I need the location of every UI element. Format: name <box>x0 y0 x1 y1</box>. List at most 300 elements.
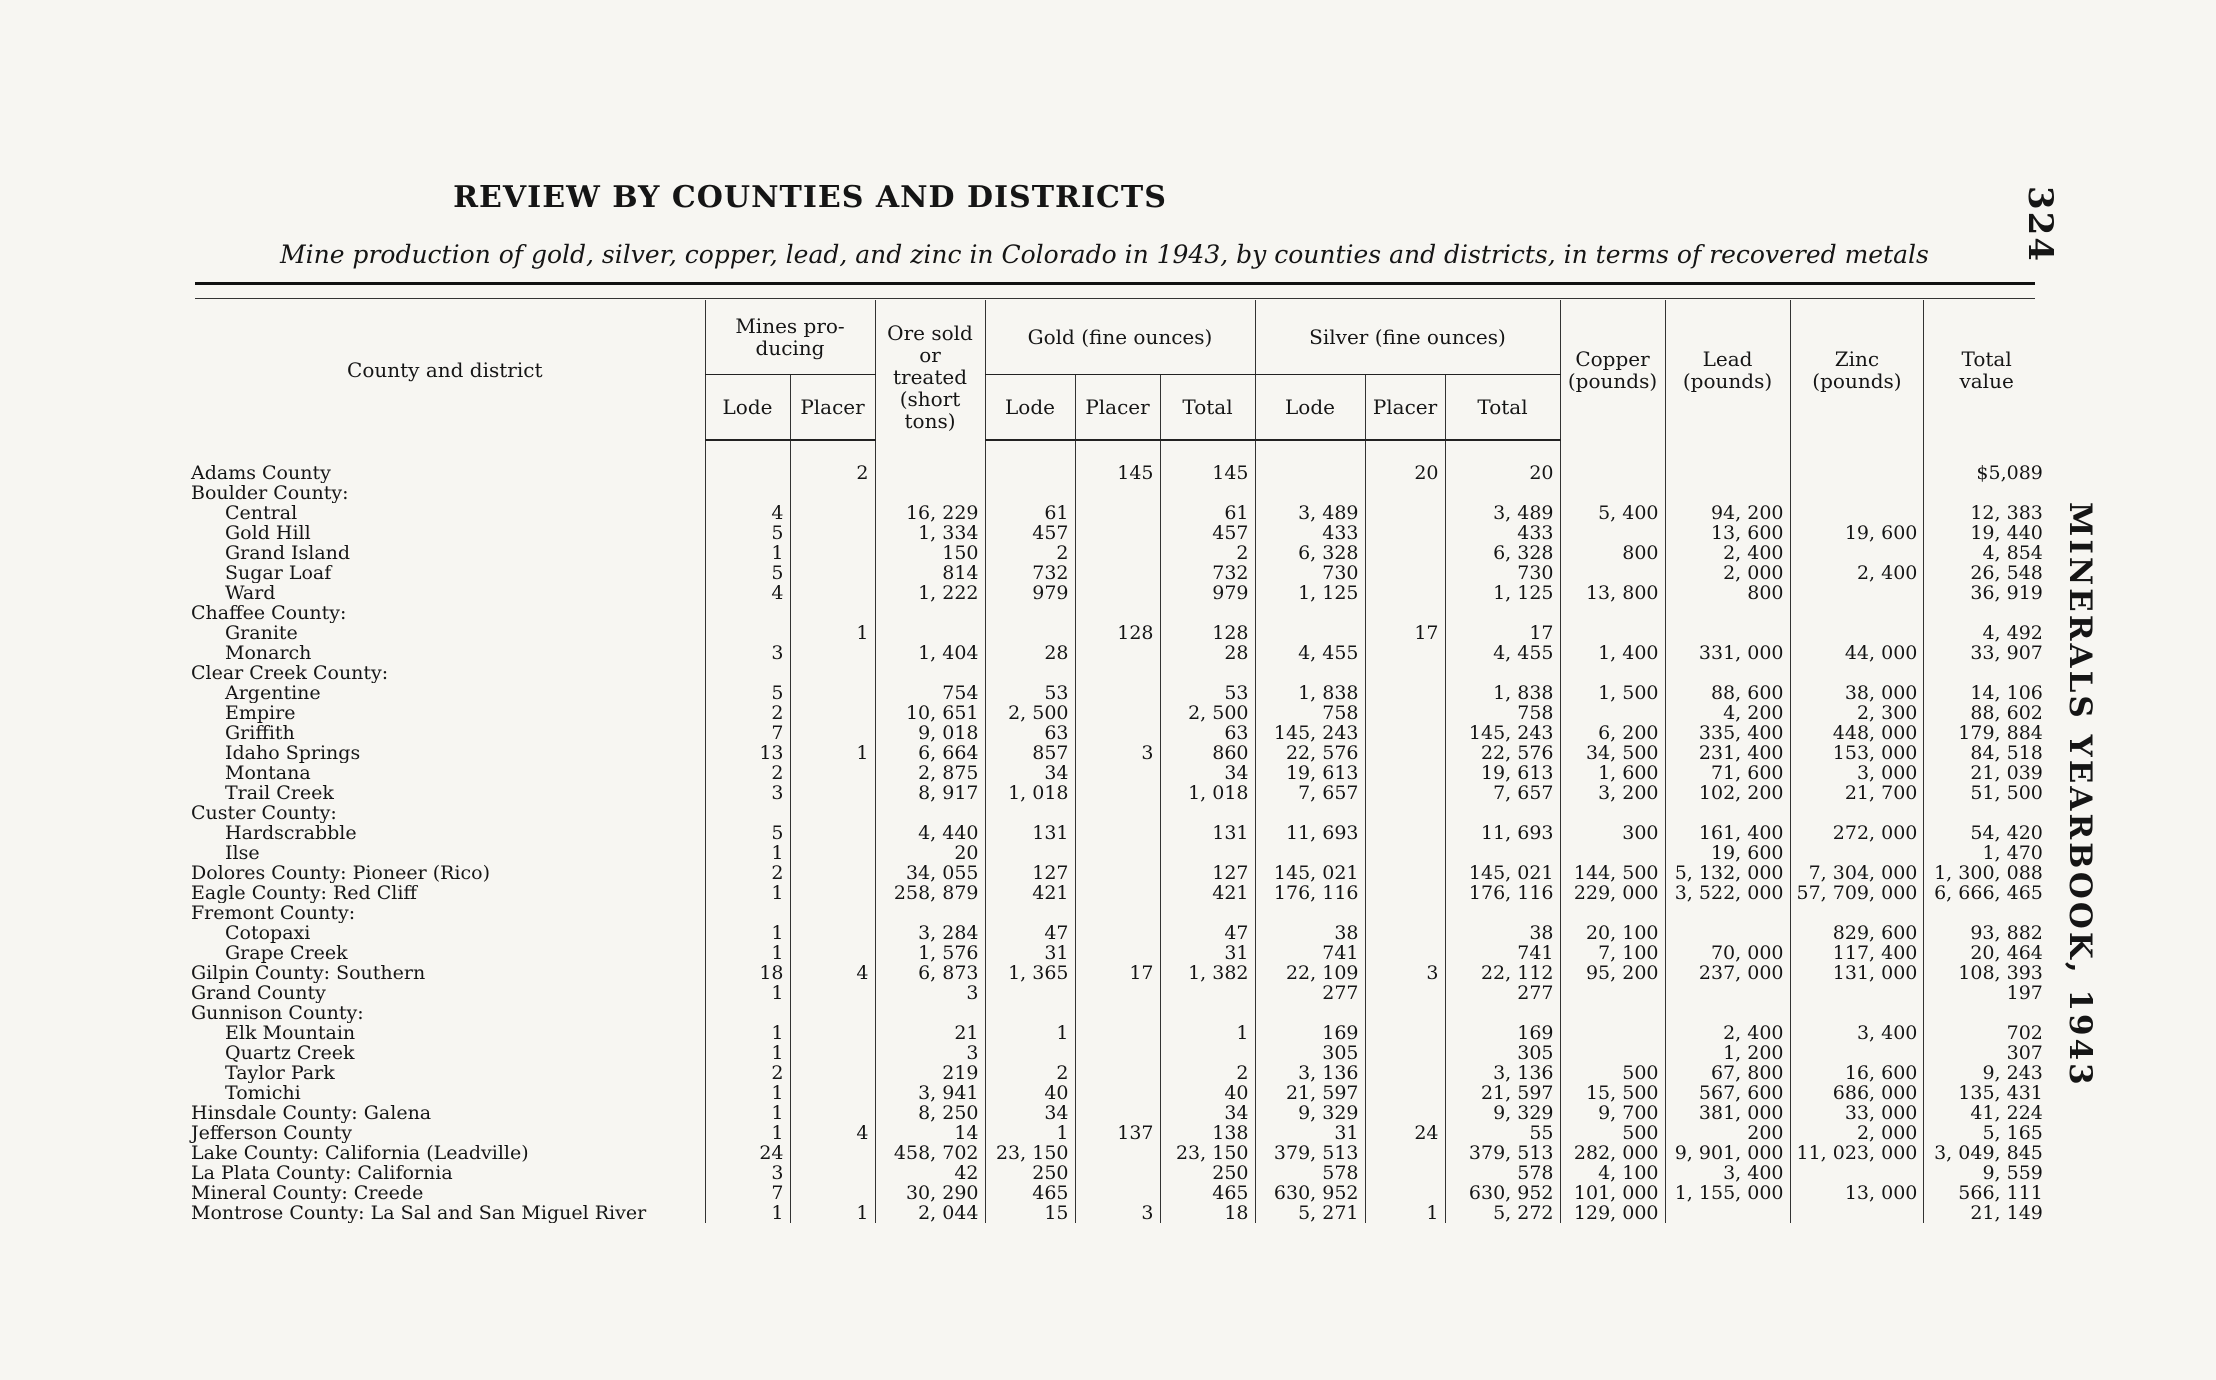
mines-placer <box>790 563 875 583</box>
copper-pounds: 1, 600 <box>1560 763 1665 783</box>
ore-tons: 6, 873 <box>875 963 985 983</box>
gold-lode <box>985 440 1075 483</box>
mines-placer <box>790 863 875 883</box>
silver-total: 55 <box>1445 1123 1560 1143</box>
gold-lode: 1, 018 <box>985 783 1075 803</box>
mines-lode: 1 <box>705 983 790 1003</box>
copper-pounds <box>1560 523 1665 543</box>
mines-placer <box>790 503 875 523</box>
silver-total <box>1445 483 1560 503</box>
mines-lode <box>705 803 790 823</box>
gold-placer <box>1075 903 1160 923</box>
mines-placer <box>790 1183 875 1203</box>
mines-lode: 2 <box>705 763 790 783</box>
district-name: Custer County: <box>191 803 337 823</box>
silver-placer: 1 <box>1365 1203 1445 1223</box>
silver-placer <box>1365 1163 1445 1183</box>
lead-pounds: 2, 400 <box>1665 543 1790 563</box>
table-row <box>185 743 2049 763</box>
gold-total: 1, 018 <box>1160 783 1255 803</box>
copper-pounds <box>1560 603 1665 623</box>
gold-lode: 2 <box>985 1063 1075 1083</box>
gold-placer <box>1075 563 1160 583</box>
district-name: Ward <box>225 583 276 603</box>
silver-lode: 31 <box>1255 1123 1365 1143</box>
col-silver-lode: Lode <box>1255 375 1365 441</box>
mines-lode: 1 <box>705 843 790 863</box>
district-name: Monarch <box>225 643 312 663</box>
total-value <box>1924 903 2049 923</box>
silver-placer <box>1365 863 1445 883</box>
district-name: Lake County: California (Leadville) <box>191 1143 529 1163</box>
mines-lode: 4 <box>705 583 790 603</box>
silver-total: 277 <box>1445 983 1560 1003</box>
mines-placer <box>790 883 875 903</box>
mines-placer <box>790 783 875 803</box>
ore-tons: 458, 702 <box>875 1143 985 1163</box>
district-name: Dolores County: Pioneer (Rico) <box>191 863 490 883</box>
mines-lode: 24 <box>705 1143 790 1163</box>
silver-placer <box>1365 583 1445 603</box>
table-row <box>185 683 2049 703</box>
silver-total: 379, 513 <box>1445 1143 1560 1163</box>
total-value <box>1924 803 2049 823</box>
gold-placer <box>1075 643 1160 663</box>
gold-total <box>1160 803 1255 823</box>
copper-pounds: 6, 200 <box>1560 723 1665 743</box>
silver-placer: 17 <box>1365 623 1445 643</box>
gold-placer <box>1075 483 1160 503</box>
gold-lode: 15 <box>985 1203 1075 1223</box>
ore-tons: 14 <box>875 1123 985 1143</box>
col-mines-lode: Lode <box>705 375 790 441</box>
col-gold-total: Total <box>1160 375 1255 441</box>
silver-total: 22, 576 <box>1445 743 1560 763</box>
total-value: 36, 919 <box>1924 583 2049 603</box>
silver-placer: 24 <box>1365 1123 1445 1143</box>
gold-lode: 61 <box>985 503 1075 523</box>
district-name: Cotopaxi <box>225 923 311 943</box>
gold-total <box>1160 483 1255 503</box>
silver-placer <box>1365 1043 1445 1063</box>
gold-total: 53 <box>1160 683 1255 703</box>
ore-tons: 3, 284 <box>875 923 985 943</box>
ore-tons: 10, 651 <box>875 703 985 723</box>
ore-tons: 20 <box>875 843 985 863</box>
district-name: Adams County <box>191 461 331 483</box>
gold-total: 2 <box>1160 1063 1255 1083</box>
ore-tons <box>875 903 985 923</box>
copper-pounds: 800 <box>1560 543 1665 563</box>
lead-pounds: 381, 000 <box>1665 1103 1790 1123</box>
silver-total <box>1445 903 1560 923</box>
gold-total: 18 <box>1160 1203 1255 1223</box>
col-mines: Mines pro- ducing <box>705 300 875 375</box>
ore-tons: 8, 250 <box>875 1103 985 1123</box>
mines-lode: 1 <box>705 1123 790 1143</box>
silver-placer <box>1365 523 1445 543</box>
silver-lode: 19, 613 <box>1255 763 1365 783</box>
lead-pounds: 1, 155, 000 <box>1665 1183 1790 1203</box>
mines-placer <box>790 603 875 623</box>
mines-placer: 2 <box>790 440 875 483</box>
page-title: REVIEW BY COUNTIES AND DISTRICTS <box>453 180 1167 215</box>
total-value: 14, 106 <box>1924 683 2049 703</box>
gold-placer <box>1075 783 1160 803</box>
zinc-pounds: 2, 400 <box>1790 563 1924 583</box>
mines-lode: 1 <box>705 1043 790 1063</box>
table-header <box>185 300 2049 440</box>
total-value <box>1924 603 2049 623</box>
gold-lode: 127 <box>985 863 1075 883</box>
mines-lode: 5 <box>705 683 790 703</box>
lead-pounds: 237, 000 <box>1665 963 1790 983</box>
silver-total: 145, 021 <box>1445 863 1560 883</box>
silver-lode <box>1255 483 1365 503</box>
ore-tons: 258, 879 <box>875 883 985 903</box>
table-row <box>185 663 2049 683</box>
silver-total: 17 <box>1445 623 1560 643</box>
gold-placer <box>1075 703 1160 723</box>
copper-pounds <box>1560 1043 1665 1063</box>
mines-lode: 7 <box>705 723 790 743</box>
gold-placer <box>1075 523 1160 543</box>
silver-lode <box>1255 440 1365 483</box>
col-gold: Gold (fine ounces) <box>985 300 1255 375</box>
silver-lode <box>1255 663 1365 683</box>
ore-tons: 3, 941 <box>875 1083 985 1103</box>
copper-pounds <box>1560 1023 1665 1043</box>
silver-placer <box>1365 723 1445 743</box>
table-row <box>185 983 2049 1003</box>
gold-lode: 53 <box>985 683 1075 703</box>
copper-pounds: 15, 500 <box>1560 1083 1665 1103</box>
gold-lode: 857 <box>985 743 1075 763</box>
ore-tons: 21 <box>875 1023 985 1043</box>
total-value: 21, 039 <box>1924 763 2049 783</box>
silver-placer <box>1365 783 1445 803</box>
mines-lode: 3 <box>705 783 790 803</box>
mines-lode: 3 <box>705 643 790 663</box>
gold-placer <box>1075 923 1160 943</box>
gold-placer <box>1075 1063 1160 1083</box>
lead-pounds <box>1665 1203 1790 1223</box>
copper-pounds: 129, 000 <box>1560 1203 1665 1223</box>
gold-total: 2 <box>1160 543 1255 563</box>
district-name: Gold Hill <box>225 523 311 543</box>
gold-lode <box>985 803 1075 823</box>
gold-lode: 2, 500 <box>985 703 1075 723</box>
zinc-pounds: 33, 000 <box>1790 1103 1924 1123</box>
top-rule-thin <box>195 298 2035 299</box>
mines-lode: 5 <box>705 523 790 543</box>
table-row <box>185 1203 2049 1223</box>
district-name: Boulder County: <box>191 483 349 503</box>
silver-lode: 145, 021 <box>1255 863 1365 883</box>
mines-placer <box>790 1063 875 1083</box>
mines-placer <box>790 723 875 743</box>
copper-pounds <box>1560 903 1665 923</box>
silver-lode: 6, 328 <box>1255 543 1365 563</box>
zinc-pounds: 272, 000 <box>1790 823 1924 843</box>
mines-placer <box>790 983 875 1003</box>
zinc-pounds: 16, 600 <box>1790 1063 1924 1083</box>
copper-pounds: 34, 500 <box>1560 743 1665 763</box>
gold-placer <box>1075 1143 1160 1163</box>
table-row <box>185 440 2049 483</box>
silver-placer <box>1365 643 1445 663</box>
mines-lode: 7 <box>705 1183 790 1203</box>
silver-placer <box>1365 1103 1445 1123</box>
total-value: 26, 548 <box>1924 563 2049 583</box>
silver-placer: 3 <box>1365 963 1445 983</box>
gold-lode: 457 <box>985 523 1075 543</box>
mines-lode: 2 <box>705 703 790 723</box>
gold-total <box>1160 663 1255 683</box>
lead-pounds <box>1665 923 1790 943</box>
table-row <box>185 523 2049 543</box>
total-value: 4, 492 <box>1924 623 2049 643</box>
silver-lode: 22, 109 <box>1255 963 1365 983</box>
gold-lode <box>985 623 1075 643</box>
silver-placer <box>1365 983 1445 1003</box>
total-value: 566, 111 <box>1924 1183 2049 1203</box>
gold-placer <box>1075 863 1160 883</box>
mines-lode: 5 <box>705 823 790 843</box>
silver-total: 5, 272 <box>1445 1203 1560 1223</box>
district-name: Central <box>225 503 298 523</box>
total-value: $5,089 <box>1924 440 2049 483</box>
table-row <box>185 1063 2049 1083</box>
silver-lode: 7, 657 <box>1255 783 1365 803</box>
ore-tons: 30, 290 <box>875 1183 985 1203</box>
gold-placer: 17 <box>1075 963 1160 983</box>
ore-tons: 4, 440 <box>875 823 985 843</box>
zinc-pounds: 38, 000 <box>1790 683 1924 703</box>
lead-pounds <box>1665 903 1790 923</box>
silver-lode: 1, 125 <box>1255 583 1365 603</box>
ore-tons: 2, 044 <box>875 1203 985 1223</box>
total-value: 5, 165 <box>1924 1123 2049 1143</box>
gold-lode <box>985 1003 1075 1023</box>
table-row <box>185 923 2049 943</box>
silver-total: 6, 328 <box>1445 543 1560 563</box>
total-value: 19, 440 <box>1924 523 2049 543</box>
copper-pounds: 1, 400 <box>1560 643 1665 663</box>
lead-pounds: 231, 400 <box>1665 743 1790 763</box>
silver-placer <box>1365 763 1445 783</box>
lead-pounds: 800 <box>1665 583 1790 603</box>
gold-total: 2, 500 <box>1160 703 1255 723</box>
table-row <box>185 603 2049 623</box>
table-row <box>185 583 2049 603</box>
total-value: 6, 666, 465 <box>1924 883 2049 903</box>
silver-lode: 730 <box>1255 563 1365 583</box>
silver-total: 741 <box>1445 943 1560 963</box>
mines-lode: 1 <box>705 543 790 563</box>
total-value: 9, 243 <box>1924 1063 2049 1083</box>
ore-tons <box>875 483 985 503</box>
zinc-pounds: 11, 023, 000 <box>1790 1143 1924 1163</box>
col-silver: Silver (fine ounces) <box>1255 300 1560 375</box>
mines-lode: 1 <box>705 883 790 903</box>
silver-lode: 741 <box>1255 943 1365 963</box>
ore-tons <box>875 603 985 623</box>
table-row <box>185 503 2049 523</box>
copper-pounds <box>1560 663 1665 683</box>
gold-lode <box>985 843 1075 863</box>
mines-lode: 2 <box>705 1063 790 1083</box>
mines-placer: 1 <box>790 1203 875 1223</box>
ore-tons: 6, 664 <box>875 743 985 763</box>
gold-total <box>1160 603 1255 623</box>
table-row <box>185 863 2049 883</box>
district-name: Clear Creek County: <box>191 663 389 683</box>
silver-placer <box>1365 1023 1445 1043</box>
gold-lode: 421 <box>985 883 1075 903</box>
mines-lode <box>705 603 790 623</box>
silver-total: 11, 693 <box>1445 823 1560 843</box>
zinc-pounds <box>1790 603 1924 623</box>
mines-placer <box>790 1003 875 1023</box>
silver-total: 38 <box>1445 923 1560 943</box>
gold-lode <box>985 903 1075 923</box>
lead-pounds: 335, 400 <box>1665 723 1790 743</box>
zinc-pounds <box>1790 1003 1924 1023</box>
gold-placer <box>1075 1083 1160 1103</box>
total-value: 12, 383 <box>1924 503 2049 523</box>
gold-total: 138 <box>1160 1123 1255 1143</box>
mines-placer <box>790 1163 875 1183</box>
total-value: 88, 602 <box>1924 703 2049 723</box>
table-row <box>185 943 2049 963</box>
district-name: La Plata County: California <box>191 1163 453 1183</box>
gold-placer <box>1075 603 1160 623</box>
table-row <box>185 1163 2049 1183</box>
silver-lode <box>1255 1003 1365 1023</box>
mines-placer <box>790 703 875 723</box>
gold-lode: 34 <box>985 763 1075 783</box>
zinc-pounds: 2, 300 <box>1790 703 1924 723</box>
zinc-pounds <box>1790 803 1924 823</box>
ore-tons: 1, 576 <box>875 943 985 963</box>
table-row <box>185 803 2049 823</box>
lead-pounds <box>1665 803 1790 823</box>
gold-total <box>1160 843 1255 863</box>
zinc-pounds <box>1790 983 1924 1003</box>
zinc-pounds <box>1790 843 1924 863</box>
mines-lode: 1 <box>705 1103 790 1123</box>
zinc-pounds <box>1790 663 1924 683</box>
copper-pounds: 20, 100 <box>1560 923 1665 943</box>
gold-total <box>1160 983 1255 1003</box>
mines-placer <box>790 823 875 843</box>
district-name: Montana <box>225 763 311 783</box>
gold-lode <box>985 983 1075 1003</box>
silver-lode <box>1255 623 1365 643</box>
gold-total: 1, 382 <box>1160 963 1255 983</box>
gold-total <box>1160 1043 1255 1063</box>
silver-total: 4, 455 <box>1445 643 1560 663</box>
lead-pounds: 71, 600 <box>1665 763 1790 783</box>
table-row <box>185 483 2049 503</box>
gold-placer <box>1075 1103 1160 1123</box>
ore-tons: 814 <box>875 563 985 583</box>
ore-tons <box>875 440 985 483</box>
gold-lode <box>985 483 1075 503</box>
silver-total: 19, 613 <box>1445 763 1560 783</box>
gold-placer <box>1075 723 1160 743</box>
gold-placer: 145 <box>1075 440 1160 483</box>
mines-lode: 1 <box>705 1023 790 1043</box>
silver-lode: 22, 576 <box>1255 743 1365 763</box>
gold-placer <box>1075 763 1160 783</box>
silver-placer <box>1365 503 1445 523</box>
total-value <box>1924 1003 2049 1023</box>
gold-lode: 23, 150 <box>985 1143 1075 1163</box>
table-row <box>185 543 2049 563</box>
silver-total <box>1445 843 1560 863</box>
gold-total: 145 <box>1160 440 1255 483</box>
mines-placer <box>790 543 875 563</box>
total-value: 84, 518 <box>1924 743 2049 763</box>
gold-placer <box>1075 663 1160 683</box>
district-name: Griffith <box>225 723 295 743</box>
zinc-pounds: 153, 000 <box>1790 743 1924 763</box>
gold-lode: 1, 365 <box>985 963 1075 983</box>
copper-pounds: 4, 100 <box>1560 1163 1665 1183</box>
mines-placer <box>790 923 875 943</box>
total-value: 1, 300, 088 <box>1924 863 2049 883</box>
lead-pounds: 2, 400 <box>1665 1023 1790 1043</box>
gold-lode: 40 <box>985 1083 1075 1103</box>
silver-placer <box>1365 663 1445 683</box>
gold-total: 61 <box>1160 503 1255 523</box>
district-name: Grand Island <box>225 543 351 563</box>
gold-placer <box>1075 1043 1160 1063</box>
table-row <box>185 1003 2049 1023</box>
silver-lode <box>1255 803 1365 823</box>
gold-total: 28 <box>1160 643 1255 663</box>
table-row <box>185 623 2049 643</box>
col-total-value: Total value <box>1924 300 2049 440</box>
table-row <box>185 643 2049 663</box>
gold-placer: 3 <box>1075 1203 1160 1223</box>
mines-lode: 2 <box>705 863 790 883</box>
gold-lode: 31 <box>985 943 1075 963</box>
gold-lode: 1 <box>985 1023 1075 1043</box>
gold-placer <box>1075 803 1160 823</box>
gold-lode: 131 <box>985 823 1075 843</box>
district-name: Quartz Creek <box>225 1043 355 1063</box>
lead-pounds <box>1665 623 1790 643</box>
gold-placer <box>1075 843 1160 863</box>
mines-lode: 4 <box>705 503 790 523</box>
gold-total: 465 <box>1160 1183 1255 1203</box>
silver-total: 578 <box>1445 1163 1560 1183</box>
total-value: 21, 149 <box>1924 1203 2049 1223</box>
mines-placer <box>790 1083 875 1103</box>
mines-lode: 1 <box>705 923 790 943</box>
district-name: Chaffee County: <box>191 603 347 623</box>
gold-total: 31 <box>1160 943 1255 963</box>
zinc-pounds: 2, 000 <box>1790 1123 1924 1143</box>
copper-pounds <box>1560 983 1665 1003</box>
zinc-pounds: 57, 709, 000 <box>1790 883 1924 903</box>
gold-total: 131 <box>1160 823 1255 843</box>
district-name: Taylor Park <box>225 1063 335 1083</box>
district-name: Grape Creek <box>225 943 348 963</box>
